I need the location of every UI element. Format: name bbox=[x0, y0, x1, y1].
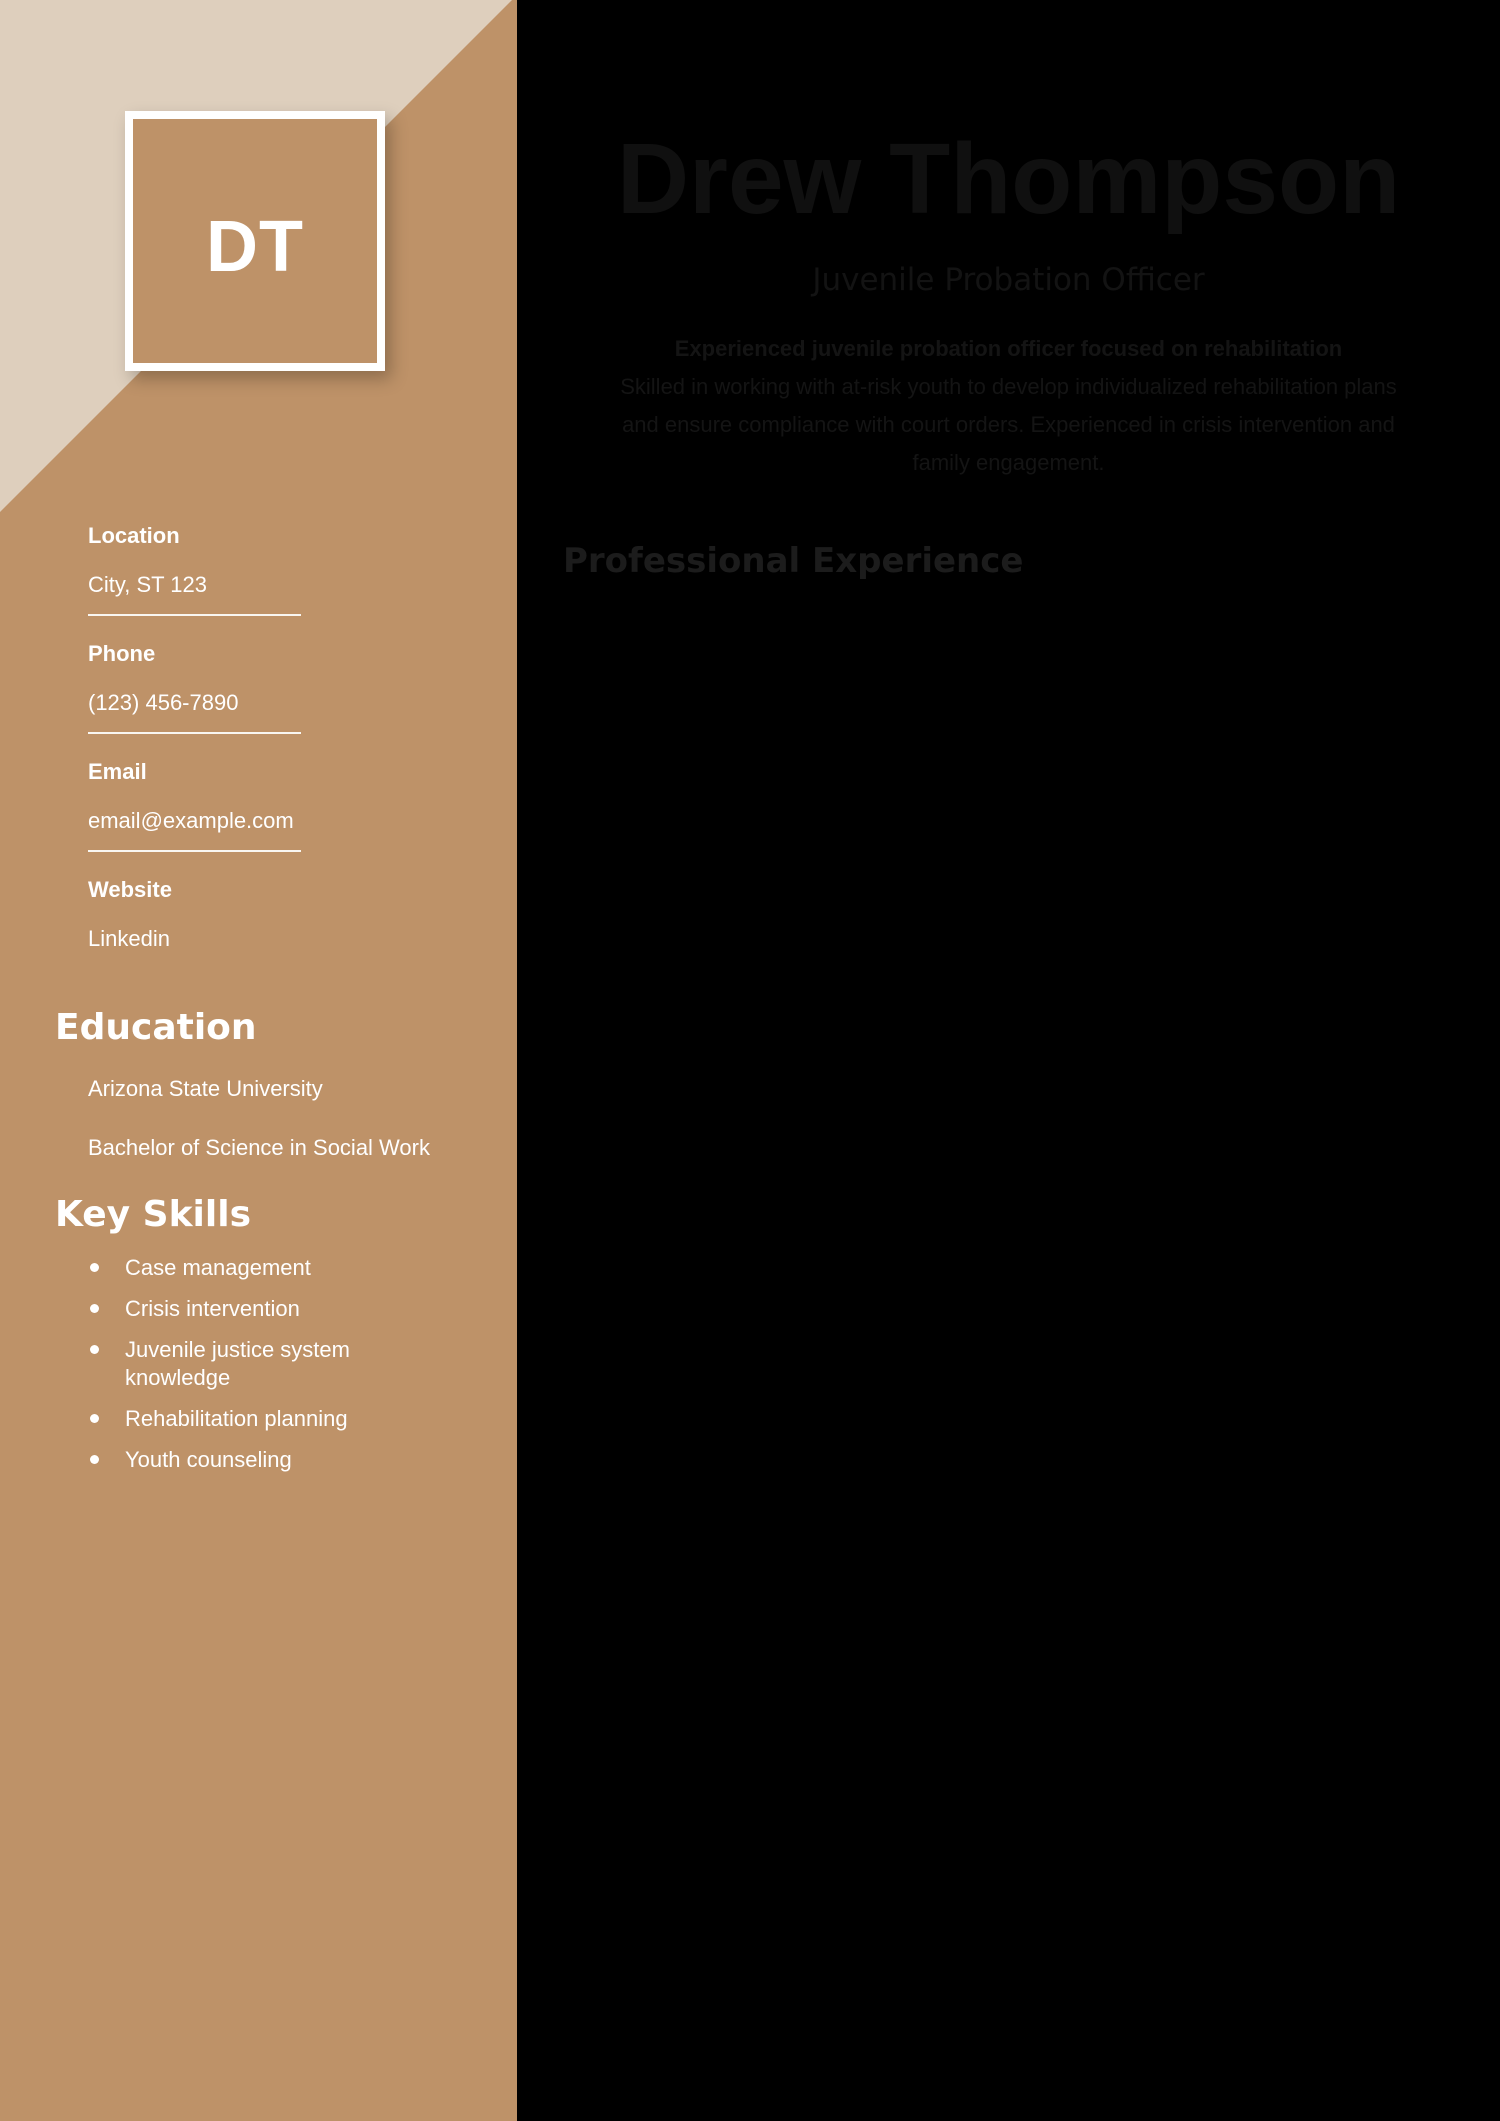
contact-divider bbox=[88, 614, 301, 616]
professional-experience-heading: Professional Experience bbox=[563, 541, 1024, 581]
education-heading: Education bbox=[55, 1007, 257, 1048]
monogram-box bbox=[125, 111, 385, 371]
list-item bbox=[90, 1336, 517, 1392]
skill-label: Case management bbox=[125, 1255, 311, 1280]
summary-line: Experienced juvenile probation officer focused on rehabilitation bbox=[674, 336, 1343, 361]
key-skills-section bbox=[0, 1192, 517, 1487]
contact-divider bbox=[88, 732, 301, 734]
summary-line: and ensure compliance with court orders. Experienced in crisis intervention and bbox=[622, 412, 1395, 437]
list-item bbox=[90, 1446, 517, 1474]
contact-value-location: City, ST 123 bbox=[88, 572, 208, 597]
contact-group-phone bbox=[88, 642, 468, 716]
contact-group-website bbox=[88, 878, 468, 952]
summary-line: Skilled in working with at-risk youth to develop individualized rehabilitation plans bbox=[620, 374, 1397, 399]
bullet-icon bbox=[90, 1263, 99, 1272]
job-title: Juvenile Probation Officer bbox=[812, 262, 1205, 298]
bullet-icon bbox=[90, 1345, 99, 1354]
bullet-icon bbox=[90, 1304, 99, 1313]
contact-group-email bbox=[88, 760, 468, 834]
contact-label-phone: Phone bbox=[88, 641, 156, 666]
education-items bbox=[0, 1075, 517, 1162]
main-panel bbox=[517, 0, 1500, 2121]
skill-label: Rehabilitation planning bbox=[125, 1406, 348, 1431]
bullet-icon bbox=[90, 1414, 99, 1423]
education-item-school: Arizona State University bbox=[88, 1076, 323, 1101]
skill-label: Juvenile justice system knowledge bbox=[125, 1337, 350, 1390]
education-item-degree: Bachelor of Science in Social Work bbox=[88, 1135, 430, 1160]
list-item bbox=[90, 1405, 517, 1433]
skill-label: Crisis intervention bbox=[125, 1296, 300, 1321]
summary-line: family engagement. bbox=[912, 450, 1105, 475]
sidebar bbox=[0, 0, 517, 2121]
list-item bbox=[90, 1295, 517, 1323]
contact-divider bbox=[88, 850, 301, 852]
skill-label: Youth counseling bbox=[125, 1447, 292, 1472]
list-item bbox=[90, 1254, 517, 1282]
contact-value-website-linkedin[interactable]: Linkedin bbox=[88, 926, 170, 951]
contact-label-location: Location bbox=[88, 523, 180, 548]
contact-label-website: Website bbox=[88, 877, 172, 902]
education-section bbox=[0, 1005, 517, 1193]
skills-list bbox=[0, 1254, 517, 1474]
contact-value-phone: (123) 456-7890 bbox=[88, 690, 239, 715]
summary-paragraph bbox=[517, 330, 1500, 482]
page-title-name: Drew Thompson bbox=[616, 123, 1401, 235]
monogram-initials: DT bbox=[206, 207, 304, 287]
contact-label-email: Email bbox=[88, 759, 147, 784]
contact-section bbox=[88, 524, 468, 952]
bullet-icon bbox=[90, 1455, 99, 1464]
contact-group-location bbox=[88, 524, 468, 598]
key-skills-heading: Key Skills bbox=[55, 1194, 251, 1235]
contact-value-email: email@example.com bbox=[88, 808, 294, 833]
